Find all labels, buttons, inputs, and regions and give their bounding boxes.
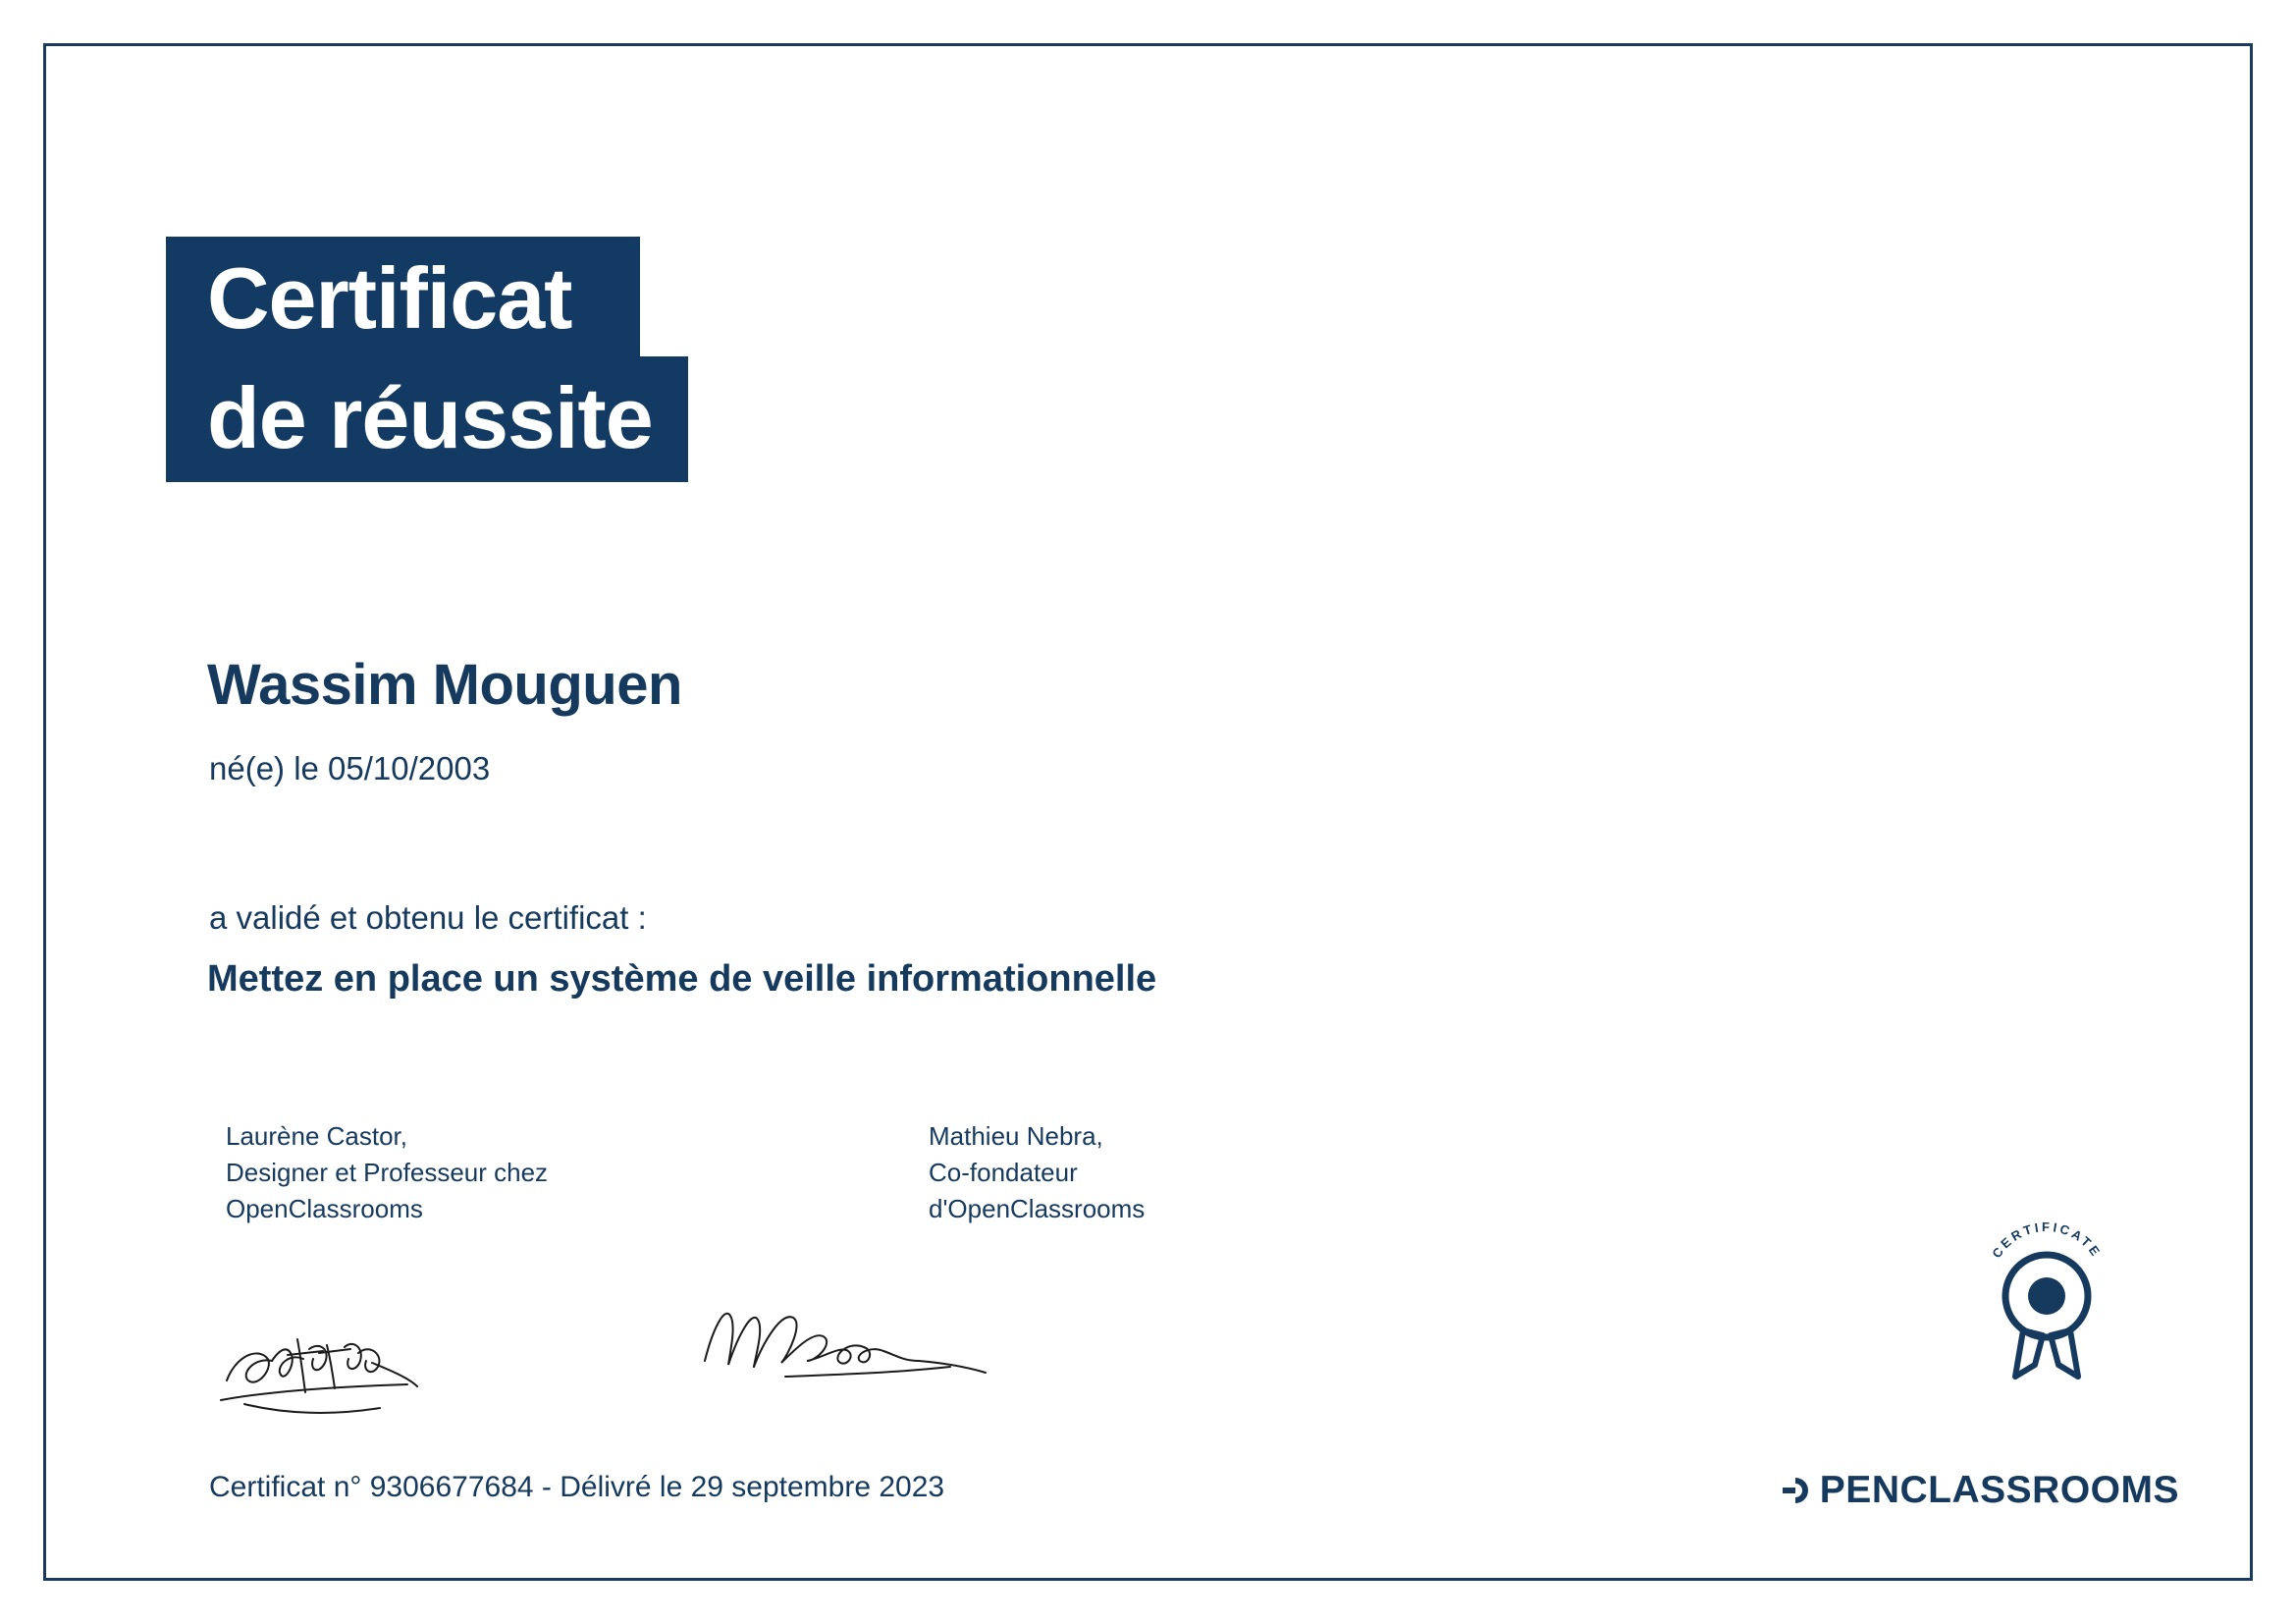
course-title: Mettez en place un système de veille informationnelle [207, 958, 1157, 1000]
signatories [226, 1118, 1341, 1227]
signatory-line: Mathieu Nebra, [929, 1121, 1103, 1151]
certificate-title-line-1: Certificat [166, 237, 640, 363]
signatory-line: Designer et Professeur chez [226, 1157, 549, 1187]
certificate-footer: Certificat n° 9306677684 - Délivré le 29 septembre 2023 [209, 1471, 945, 1503]
signatory-line: Laurène Castor, [226, 1121, 408, 1151]
recipient-name: Wassim Mouguen [207, 653, 682, 717]
signatory-laurene-castor [226, 1118, 638, 1227]
validation-label: a validé et obtenu le certificat : [209, 899, 647, 936]
signatory-mathieu-nebra [929, 1118, 1341, 1227]
signature-mathieu-nebra-icon [691, 1290, 1054, 1418]
certificate-content [43, 43, 2253, 1581]
certificate-badge-icon [1958, 1202, 2135, 1388]
brand-mark-icon [1781, 1476, 1810, 1505]
brand-name: PENCLASSROOMS [1819, 1469, 2179, 1511]
badge-arc-text: CERTIFICATE [1989, 1218, 2105, 1261]
signatory-line: OpenClassrooms [226, 1193, 423, 1223]
signatory-line: d'OpenClassrooms [929, 1193, 1146, 1223]
certificate-title-line-2: de réussite [166, 356, 688, 483]
openclassrooms-logo [1781, 1469, 2179, 1512]
certificate-title [166, 237, 912, 482]
recipient-birthdate: né(e) le 05/10/2003 [209, 750, 491, 786]
signature-laurene-castor-icon [215, 1310, 509, 1437]
signatory-line: Co-fondateur [929, 1157, 1078, 1187]
